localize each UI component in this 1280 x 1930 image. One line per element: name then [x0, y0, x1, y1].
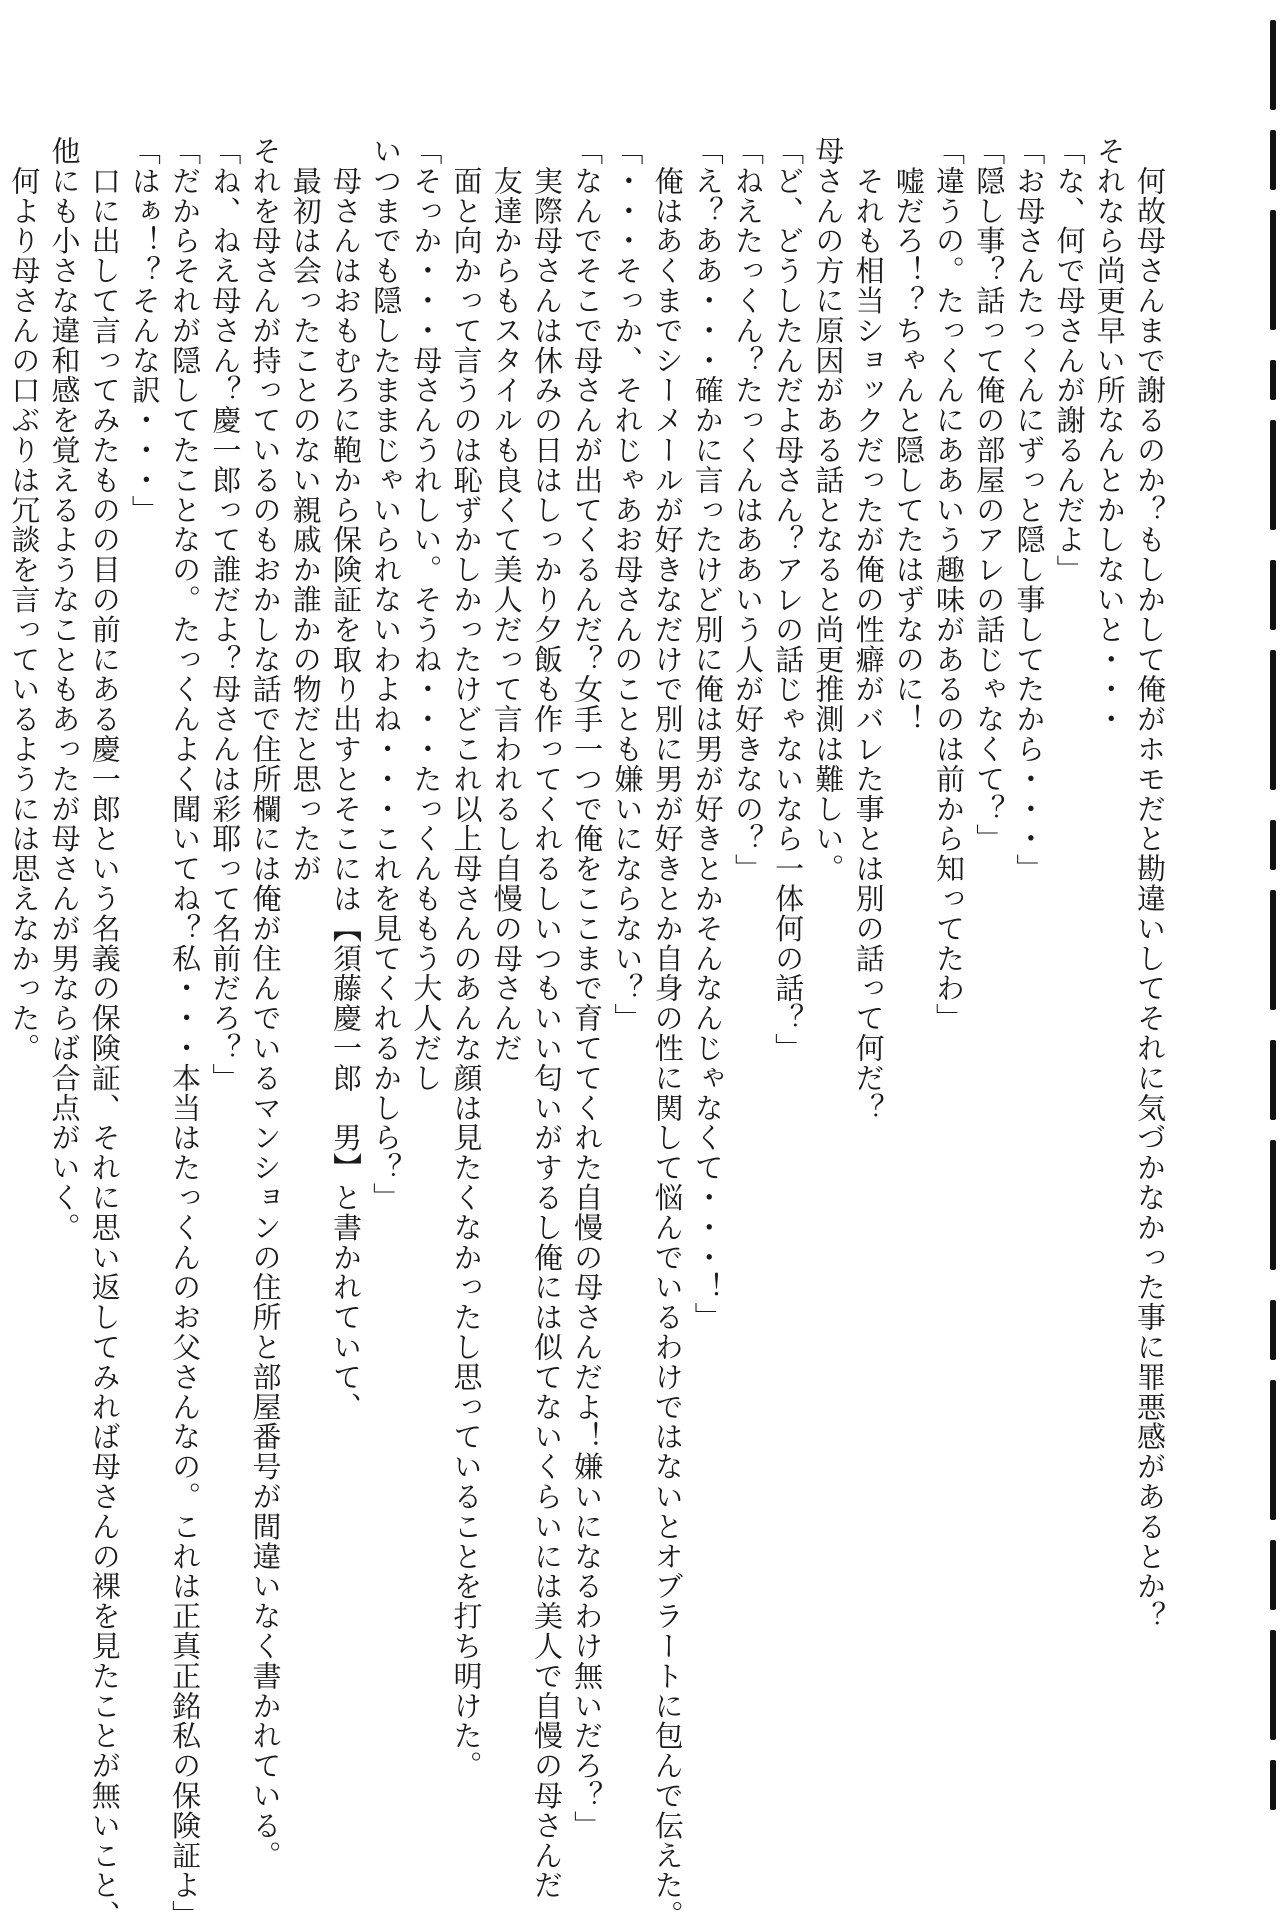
text-line: 何より母さんの口ぶりは冗談を言っているようには思えなかった。 — [7, 136, 42, 1063]
edge-shadow-segment — [1270, 130, 1276, 190]
text-line: それも相当ショックだったが俺の性癖がバレた事とは別の話って何だ？ — [851, 136, 886, 1123]
edge-shadow-segment — [1270, 1760, 1276, 1810]
text-line: 何故母さんまで謝るのか？もしかして俺がホモだと勘違いしてそれに気づかなかった事に罪悪感があるとか？ — [1133, 136, 1167, 1631]
edge-shadow-segment — [1270, 20, 1276, 110]
text-line: 「はぁ！？そんな訳・・・」 — [127, 136, 162, 525]
text-line: いつまでも隠したままじゃいられないわよね・・・これを見てくれるかしら？」 — [369, 136, 404, 1213]
text-line: 「そっか・・・母さんうれしい。そうね・・・たっくんももう大人だし — [409, 136, 444, 1093]
text-line: 「お母さんたっくんにずっと隠し事してたから・・・」 — [1012, 136, 1047, 884]
edge-shadow-segment — [1270, 560, 1276, 630]
edge-shadow-segment — [1270, 1630, 1276, 1740]
text-line: 母さんの方に原因がある話となると尚更推測は難しい。 — [811, 136, 846, 884]
text-line: それを母さんが持っているのもおかしな話で住所欄には俺が住んでいるマンションの住所と部屋番号が間違いなく書かれている。 — [248, 136, 283, 1871]
text-line: 「隠し事？話って俺の部屋のアレの話じゃなくて？」 — [972, 136, 1007, 854]
edge-shadow-segment — [1270, 420, 1276, 530]
text-line: 「だからそれが隠してたことなの。たっくんよく聞いてね？私・・・本当はたっくんのお父さんなの。これは正真正銘私の保険証よ」 — [168, 136, 203, 1930]
text-line: 嘘だろ！？ちゃんと隠してたはずなのに！ — [891, 136, 926, 734]
text-line: 面と向かって言うのは恥ずかしかったけどこれ以上母さんのあんな顔は見たくなかったし思っていることを打ち明けた。 — [449, 136, 484, 1781]
edge-shadow-segment — [1270, 1540, 1276, 1610]
edge-shadow-segment — [1270, 820, 1276, 870]
text-line: 「な、何で母さんが謝るんだよ」 — [1052, 136, 1087, 585]
edge-shadow-segment — [1270, 650, 1276, 790]
text-line: 俺はあくまでシーメールが好きなだけで別に男が好きとか自身の性に関して悩んでいるわけではないとオブラートに包んで伝えた。 — [650, 136, 685, 1930]
text-line: 「・・・そっか、それじゃあお母さんのことも嫌いにならない？」 — [610, 136, 645, 1033]
text-line: 友達からもスタイルも良くて美人だって言われるし自慢の母さんだ — [489, 136, 524, 1063]
edge-shadow-segment — [1270, 1380, 1276, 1520]
text-line: 「なんでそこで母さんが出てくるんだ？女手一つで俺をここまで育ててくれた自慢の母さんだよ！嫌いになるわけ無いだろ？」 — [570, 136, 605, 1841]
edge-shadow-segment — [1270, 890, 1276, 1010]
vertical-text-body — [7, 136, 1170, 1930]
edge-shadow-segment — [1270, 360, 1276, 400]
text-line: 「ねえたっくん？たっくんはああいう人が好きなの？」 — [730, 136, 765, 884]
edge-shadow-segment — [1270, 210, 1276, 330]
page-edge-scan-shadow — [1264, 0, 1280, 1821]
text-line: それなら尚更早い所なんとかしないと・・・ — [1092, 136, 1127, 734]
text-line: 口に出して言ってみたものの目の前にある慶一郎という名義の保険証、それに思い返してみれば母さんの裸を見たことが無いこと、 — [87, 136, 122, 1930]
text-line: 「え？ああ・・・確かに言ったけど別に俺は男が好きとかそんなんじゃなくて・・・！」 — [690, 136, 725, 1332]
edge-shadow-segment — [1270, 1300, 1276, 1360]
text-line: 「違うの。たっくんにああいう趣味があるのは前から知ってたわ」 — [931, 136, 966, 1033]
text-line — [0, 136, 4, 1716]
text-line: 実際母さんは休みの日はしっかり夕飯も作ってくれるしいつもいい匂いがするし俺には似てないくらいには美人で自慢の母さんだ — [529, 136, 564, 1901]
edge-shadow-segment — [1270, 1040, 1276, 1120]
text-line: 「ね、ねえ母さん？慶一郎って誰だよ？母さんは彩耶って名前だろ？」 — [208, 136, 243, 1093]
text-line: 母さんはおもむろに鞄から保険証を取り出すとそこには【須藤慶一郎 男】と書かれていて、 — [328, 136, 363, 1422]
text-line: 他にも小さな違和感を覚えるようなこともあったが母さんが男ならば合点がいく。 — [47, 136, 82, 1243]
text-line: 最初は会ったことのない親戚か誰かの物だと思ったが — [288, 136, 323, 884]
text-line: 「ど、どうしたんだよ母さん？アレの話じゃないなら一体何の話？」 — [771, 136, 806, 1063]
edge-shadow-segment — [1270, 1140, 1276, 1270]
